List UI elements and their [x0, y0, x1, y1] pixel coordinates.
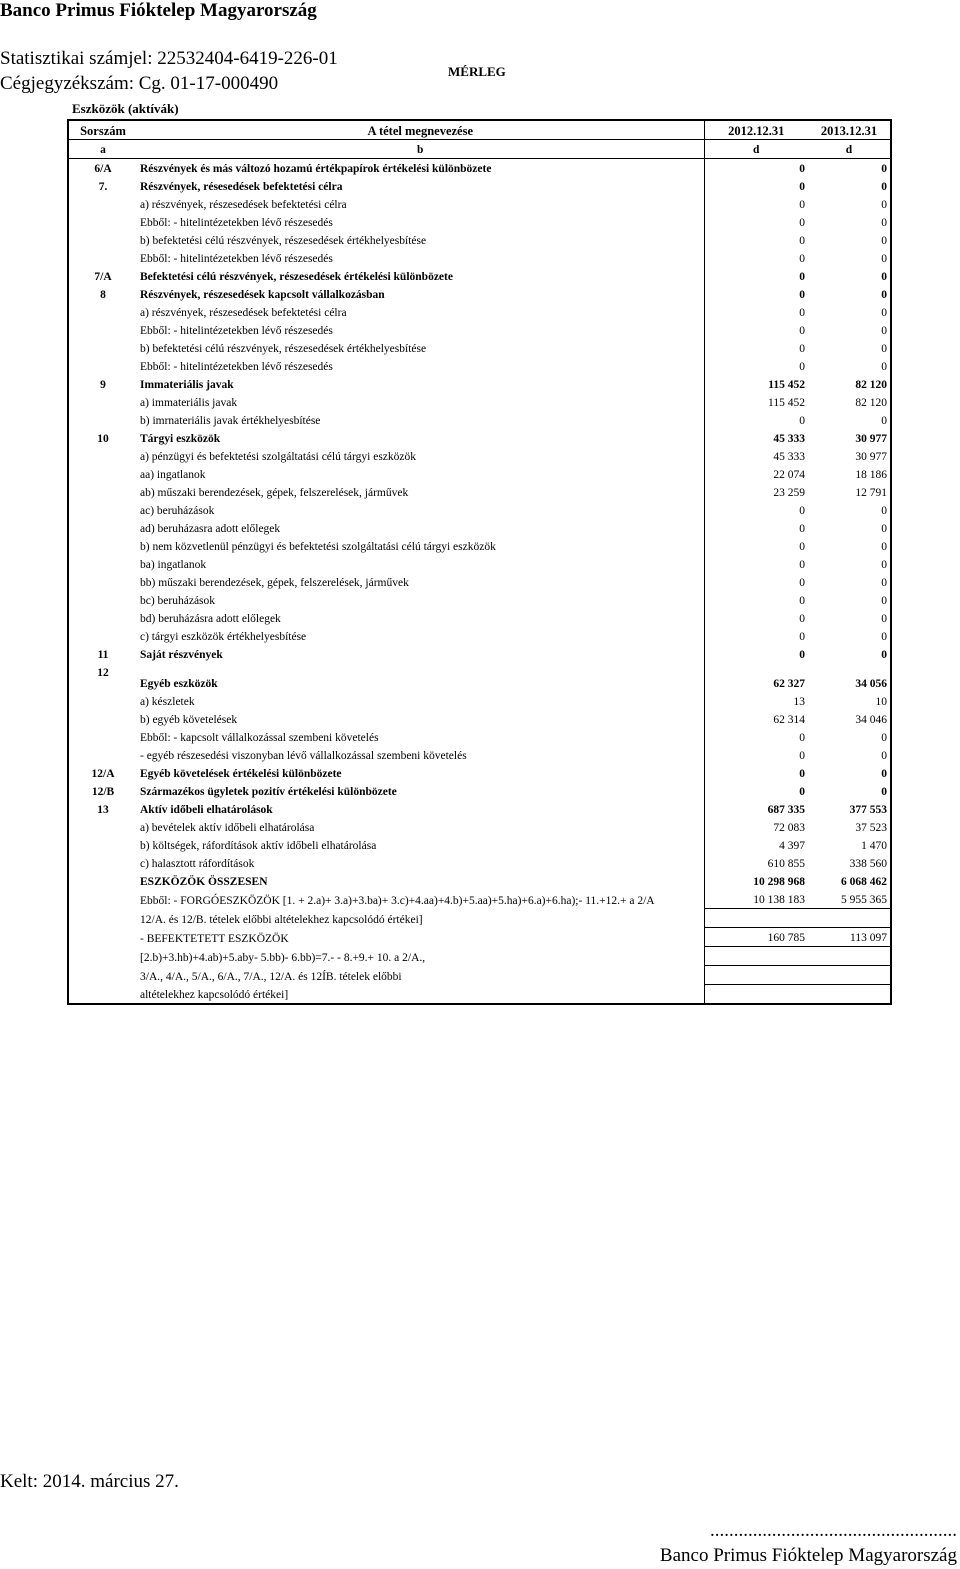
value-2013: 0 [881, 181, 887, 193]
value-2012: 0 [704, 645, 808, 663]
value-2012: 0 [704, 231, 808, 249]
row-label: a) részvények, részesedések befektetési célra [140, 199, 347, 211]
table-row [68, 928, 891, 947]
value-2012: 45 333 [704, 447, 808, 465]
value-2013: 82 120 [855, 397, 887, 409]
value-2012: 0 [704, 339, 808, 357]
value-2012: 0 [704, 267, 808, 285]
table-row [68, 818, 891, 836]
row-label: Ebből: - hitelintézetekben lévő részesedés [140, 361, 333, 373]
value-2013: 5 955 365 [841, 894, 887, 906]
stat-number: Statisztikai számjel: 22532404-6419-226-01 [0, 48, 338, 69]
table-row [68, 213, 891, 231]
value-2013: 0 [881, 523, 887, 535]
table-row [68, 393, 891, 411]
row-label: Ebből: - FORGÓESZKÖZÖK [1. + 2.a)+ 3.a)+3.ba)+ 3.c)+4.aa)+4.b)+5.aa)+5.ha)+6.a)+6.ha);- 11.+12.+ a 2/A [140, 894, 655, 907]
value-2012: 0 [704, 537, 808, 555]
value-2013: 82 120 [855, 379, 887, 391]
table-row [68, 782, 891, 800]
table-row [68, 836, 891, 854]
value-2012: 0 [704, 555, 808, 573]
row-label: Immateriális javak [140, 379, 234, 391]
value-2013: 37 523 [855, 822, 887, 834]
row-label: Ebből: - hitelintézetekben lévő részesedés [140, 325, 333, 337]
row-label: bb) műszaki berendezések, gépek, felszerelések, járművek [140, 577, 409, 589]
row-number: 7/A [94, 271, 112, 283]
letter-row [68, 140, 891, 159]
table-row [68, 692, 891, 710]
row-number [68, 818, 137, 836]
value-2013 [808, 947, 891, 966]
issue-date: Kelt: 2014. március 27. [0, 1471, 179, 1492]
row-number [68, 573, 137, 591]
row-number [68, 393, 137, 411]
value-2012: 0 [704, 321, 808, 339]
value-2013: 30 977 [855, 433, 887, 445]
row-number [68, 627, 137, 645]
row-label: bd) beruházásra adott előlegek [140, 613, 281, 625]
row-number: 6/A [94, 163, 112, 175]
row-label: b) egyéb követelések [140, 714, 238, 726]
value-2013: 0 [881, 577, 887, 589]
row-label: 3/A., 4/A., 5/A., 6/A., 7/A., 12/A. és 12ÍB. tételek előbbi [140, 970, 402, 983]
value-2012: 0 [704, 411, 808, 429]
row-number [68, 357, 137, 375]
signatory-name: Banco Primus Fióktelep Magyarország [659, 1545, 957, 1566]
value-2012: 0 [704, 501, 808, 519]
value-2013: 6 068 462 [841, 876, 887, 888]
row-label: Ebből: - kapcsolt vállalkozással szembeni követelés [140, 732, 379, 744]
value-2013: 0 [881, 361, 887, 373]
row-label: Aktív időbeli elhatárolások [140, 804, 273, 816]
value-2012: 0 [704, 627, 808, 645]
row-number [68, 728, 137, 746]
value-2013: 0 [881, 235, 887, 247]
value-2013: 113 097 [808, 928, 891, 947]
table-row [68, 555, 891, 573]
table-row [68, 321, 891, 339]
table-row [68, 411, 891, 429]
row-label: Tárgyi eszközök [140, 433, 221, 445]
value-2012: 0 [704, 519, 808, 537]
column-header-2013: 2013.12.31 [808, 120, 891, 140]
table-row [68, 800, 891, 818]
row-number [68, 928, 137, 947]
table-row [68, 195, 891, 213]
row-number [68, 537, 137, 555]
value-2012: 0 [704, 303, 808, 321]
row-label: Ebből: - hitelintézetekben lévő részesedés [140, 253, 333, 265]
value-2013: 0 [881, 750, 887, 762]
value-2012: 0 [704, 782, 808, 800]
value-2012: 0 [704, 764, 808, 782]
row-label: - egyéb részesedési viszonyban lévő vállalkozással szembeni követelés [140, 750, 467, 762]
value-2013 [808, 966, 891, 985]
value-2013: 0 [881, 649, 887, 661]
row-label: bc) beruházások [140, 595, 216, 607]
value-2013: 0 [881, 271, 887, 283]
row-label: altételekhez kapcsolódó értékei] [140, 989, 289, 1001]
table-row [68, 357, 891, 375]
column-letter: d [808, 140, 891, 159]
value-2012 [704, 947, 808, 966]
table-row [68, 231, 891, 249]
row-number [68, 909, 137, 928]
value-2013: 34 046 [855, 714, 887, 726]
value-2012: 687 335 [704, 800, 808, 818]
row-number [68, 321, 137, 339]
row-number: 10 [97, 433, 109, 445]
row-number: 7. [98, 181, 108, 193]
row-label: a) részvények, részesedések befektetési célra [140, 307, 347, 319]
value-2012 [704, 985, 808, 1005]
value-2013: 0 [881, 415, 887, 427]
value-2012: 62 327 [704, 663, 808, 692]
column-header-sorszam: Sorszám [68, 120, 137, 140]
table-row [68, 501, 891, 519]
value-2013: 18 186 [855, 469, 887, 481]
value-2013: 0 [881, 505, 887, 517]
row-number: 9 [100, 379, 106, 391]
row-label: a) készletek [140, 696, 195, 708]
table-row [68, 285, 891, 303]
value-2012: 0 [704, 195, 808, 213]
table-row [68, 429, 891, 447]
table-row [68, 375, 891, 393]
value-2013: 0 [881, 768, 887, 780]
column-letter: a [68, 140, 137, 159]
table-row [68, 483, 891, 501]
row-label: Egyéb követelések értékelési különbözete [140, 768, 342, 780]
row-label: b) befektetési célú részvények, részesedések értékhelyesbítése [140, 343, 427, 355]
row-label: ad) beruházasra adott előlegek [140, 523, 281, 535]
value-2012: 0 [704, 285, 808, 303]
row-number [68, 231, 137, 249]
value-2013: 338 560 [849, 858, 887, 870]
value-2013: 0 [881, 786, 887, 798]
row-number [68, 591, 137, 609]
row-label: ab) műszaki berendezések, gépek, felszerelések, járművek [140, 487, 409, 499]
value-2012: 0 [704, 728, 808, 746]
table-row [68, 627, 891, 645]
row-label: 12/A. és 12/B. tételek előbbi altételekhez kapcsolódó értékei] [140, 913, 423, 926]
table-row [68, 249, 891, 267]
row-label: - BEFEKTETETT ESZKÖZÖK [140, 932, 289, 945]
header-row [68, 120, 891, 140]
value-2013: 34 056 [855, 678, 887, 690]
row-number [68, 519, 137, 537]
row-number [68, 465, 137, 483]
table-row [68, 909, 891, 928]
value-2013: 1 470 [861, 840, 887, 852]
row-label: ESZKÖZÖK ÖSSZESEN [140, 876, 268, 888]
balance-sheet-table [67, 119, 892, 1005]
table-row [68, 872, 891, 890]
table-row [68, 710, 891, 728]
value-2012: 10 298 968 [704, 872, 808, 890]
table-row [68, 591, 891, 609]
table-body [68, 159, 891, 1005]
value-2013: 0 [881, 289, 887, 301]
value-2013: 0 [881, 613, 887, 625]
row-number [68, 710, 137, 728]
value-2012: 62 314 [704, 710, 808, 728]
value-2012: 0 [704, 213, 808, 231]
value-2013: 0 [881, 559, 887, 571]
column-header-2012: 2012.12.31 [704, 120, 808, 140]
column-letter: b [137, 140, 704, 159]
value-2013: 0 [881, 732, 887, 744]
table-row [68, 728, 891, 746]
value-2013 [808, 985, 891, 1005]
value-2012: 45 333 [704, 429, 808, 447]
row-number: 12 [97, 667, 109, 679]
row-number [68, 213, 137, 231]
value-2013: 0 [881, 217, 887, 229]
table-row [68, 746, 891, 764]
value-2012: 0 [704, 357, 808, 375]
row-number [68, 483, 137, 501]
row-label: b) befektetési célú részvények, részesedések értékhelyesbítése [140, 235, 427, 247]
value-2012: 610 855 [704, 854, 808, 872]
value-2012: 13 [704, 692, 808, 710]
table-row [68, 339, 891, 357]
column-letter: d [704, 140, 808, 159]
value-2012: 0 [704, 177, 808, 195]
table-row [68, 890, 891, 909]
row-number [68, 609, 137, 627]
table-row [68, 465, 891, 483]
value-2012: 0 [704, 249, 808, 267]
row-number [68, 692, 137, 710]
row-number [68, 195, 137, 213]
row-label: Származékos ügyletek pozitív értékelési különbözete [140, 786, 397, 798]
row-label: Részvények, résesedések befektetési célra [140, 181, 343, 193]
table-row [68, 447, 891, 465]
row-label: Egyéb eszközök [140, 678, 218, 690]
value-2012: 0 [704, 746, 808, 764]
table-row [68, 303, 891, 321]
value-2013: 0 [881, 253, 887, 265]
value-2012: 0 [704, 159, 808, 178]
value-2012: 115 452 [704, 375, 808, 393]
table-row [68, 764, 891, 782]
value-2012: 23 259 [704, 483, 808, 501]
table-row [68, 267, 891, 285]
value-2012: 0 [704, 573, 808, 591]
row-number [68, 985, 137, 1005]
row-number [68, 411, 137, 429]
table-row [68, 985, 891, 1005]
registration-number: Cégjegyzékszám: Cg. 01-17-000490 [0, 73, 279, 94]
table-row [68, 645, 891, 663]
value-2012: 0 [704, 591, 808, 609]
row-label: b) nem közvetlenül pénzügyi és befektetési szolgáltatási célú tárgyi eszközök [140, 541, 496, 553]
value-2012 [704, 966, 808, 985]
value-2013: 0 [881, 199, 887, 211]
row-number [68, 339, 137, 357]
value-2013: 0 [881, 307, 887, 319]
value-2013: 0 [881, 343, 887, 355]
row-label: a) pénzügyi és befektetési szolgáltatási célú tárgyi eszközök [140, 451, 416, 463]
row-label: aa) ingatlanok [140, 469, 206, 481]
section-title: Eszközök (aktívák) [72, 101, 179, 116]
row-number [68, 966, 137, 985]
company-title: Banco Primus Fióktelep Magyarország [0, 0, 317, 21]
value-2013 [808, 909, 891, 928]
row-label: [2.b)+3.hb)+4.ab)+5.aby- 5.bb)- 6.bb)=7.- - 8.+9.+ 10. a 2/A., [140, 951, 426, 964]
row-label: c) tárgyi eszközök értékhelyesbítése [140, 631, 307, 643]
table-row [68, 966, 891, 985]
row-number: 12/B [91, 786, 115, 798]
row-number: 8 [100, 289, 106, 301]
row-number [68, 501, 137, 519]
table-row [68, 537, 891, 555]
row-label: a) bevételek aktív időbeli elhatárolása [140, 822, 315, 834]
table-row [68, 663, 891, 692]
value-2012: 72 083 [704, 818, 808, 836]
value-2012: 0 [704, 609, 808, 627]
table-row [68, 854, 891, 872]
table-row [68, 519, 891, 537]
column-header-name: A tétel megnevezése [137, 120, 704, 140]
table-row [68, 573, 891, 591]
row-number [68, 947, 137, 966]
value-2013: 0 [881, 541, 887, 553]
row-label: Részvények, részesedések kapcsolt vállalkozásban [140, 289, 385, 301]
value-2012: 4 397 [704, 836, 808, 854]
row-label: ba) ingatlanok [140, 559, 207, 571]
value-2012: 115 452 [704, 393, 808, 411]
row-number [68, 447, 137, 465]
row-label: Részvények és más változó hozamú értékpapírok értékelési különbözete [140, 163, 492, 175]
row-number [68, 555, 137, 573]
value-2013: 12 791 [855, 487, 887, 499]
value-2013: 10 [875, 696, 887, 708]
row-label: b) költségek, ráfordítások aktív időbeli elhatárolása [140, 840, 377, 852]
row-label: b) imrnateriális javak értékhelyesbítése [140, 415, 321, 427]
row-number [68, 249, 137, 267]
row-label: Ebből: - hitelintézetekben lévő részesedés [140, 217, 333, 229]
table-row [68, 609, 891, 627]
value-2013: 0 [881, 595, 887, 607]
signature-line: .................................................... [710, 1520, 957, 1541]
table-row [68, 159, 891, 178]
value-2012: 160 785 [704, 928, 808, 947]
row-label: a) immateriális javak [140, 397, 238, 409]
value-2013: 377 553 [849, 804, 887, 816]
row-label: Saját részvények [140, 649, 223, 661]
row-label: c) halasztott ráfordítások [140, 858, 255, 870]
value-2013: 0 [881, 325, 887, 337]
row-number [68, 872, 137, 890]
value-2012 [704, 909, 808, 928]
row-number [68, 890, 137, 909]
value-2013: 30 977 [855, 451, 887, 463]
row-number [68, 854, 137, 872]
value-2012: 22 074 [704, 465, 808, 483]
row-number: 11 [97, 649, 109, 661]
table-row [68, 947, 891, 966]
row-number [68, 746, 137, 764]
row-number: 13 [97, 804, 109, 816]
value-2013: 0 [881, 163, 887, 175]
row-number: 12/A [91, 768, 115, 780]
document-title: MÉRLEG [448, 64, 506, 79]
table-row [68, 177, 891, 195]
value-2013: 0 [881, 631, 887, 643]
row-number [68, 836, 137, 854]
value-2012: 10 138 183 [704, 890, 808, 909]
row-label: ac) beruházások [140, 505, 215, 517]
row-label: Befektetési célú részvények, részesedések értékelési különbözete [140, 271, 453, 283]
row-number [68, 303, 137, 321]
